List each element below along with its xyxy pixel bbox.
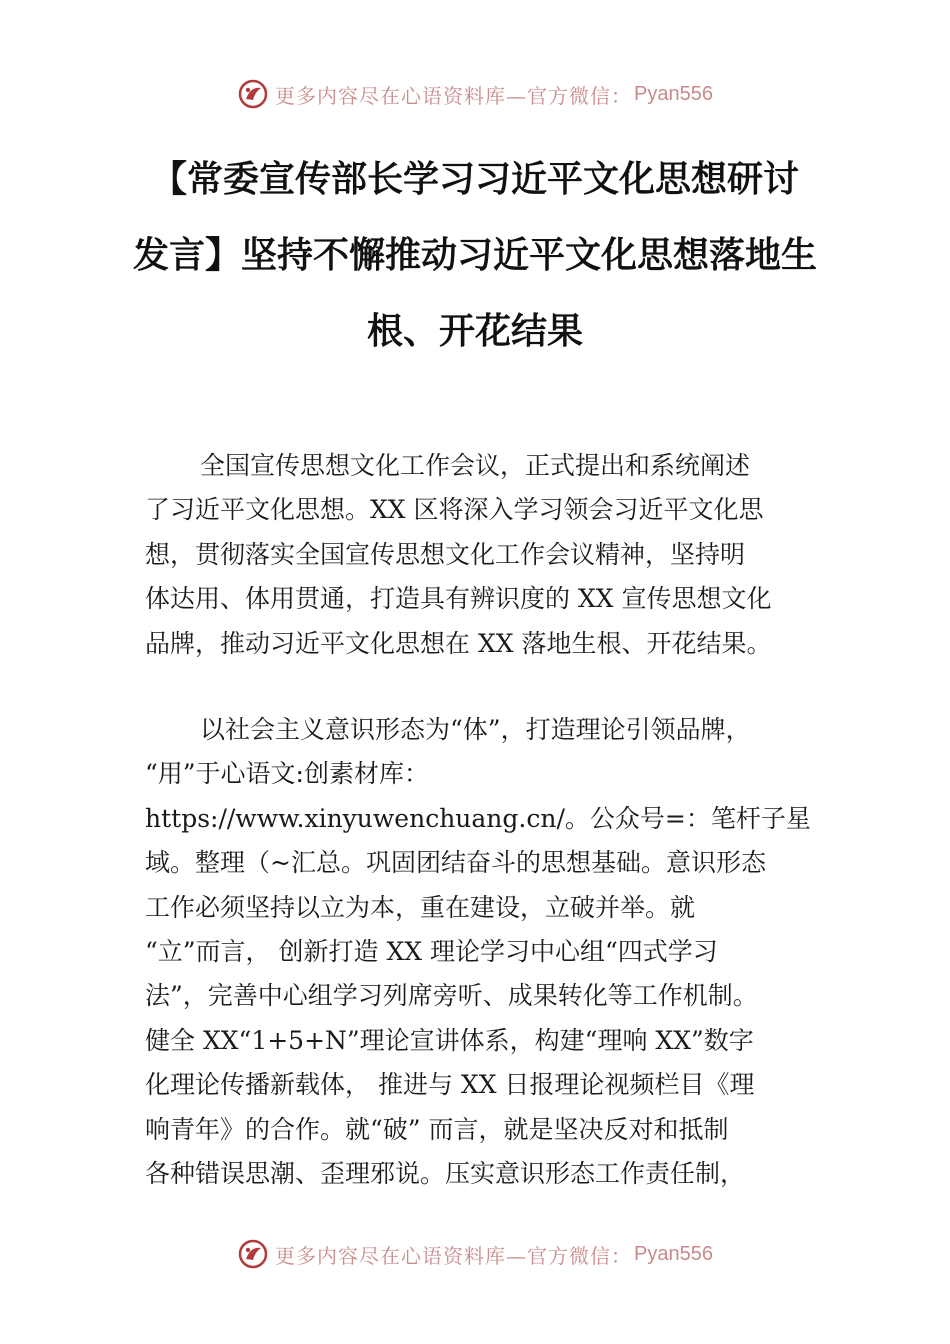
text-line: 化理论传播新载体， 推进与 XX 日报理论视频栏目《理	[145, 1070, 755, 1100]
logo-icon	[237, 78, 269, 110]
text-line: “立”而言， 创新打造 XX 理论学习中心组“四式学习	[145, 937, 718, 967]
header-watermark-banner	[0, 74, 950, 114]
paragraph-1	[145, 444, 820, 666]
logo-icon	[237, 1238, 269, 1270]
title-line: 发言】坚持不懈推动习近平文化思想落地生	[132, 235, 817, 276]
title-line: 根、开花结果	[366, 311, 583, 352]
footer-watermark-banner	[0, 1234, 950, 1274]
banner-text: 更多内容尽在心语资料库—官方微信：	[275, 1243, 633, 1268]
text-line: 各种错误思潮、歪理邪说。压实意识形态工作责任制，	[145, 1159, 746, 1189]
text-line: 域。整理（~汇总。巩固团结奋斗的思想基础。意识形态	[145, 848, 766, 878]
document-title	[120, 142, 830, 370]
text-line: 体达用、体用贯通，打造具有辨识度的 XX 宣传思想文化	[145, 584, 772, 614]
text-line: 响青年》的合作。就“破” 而言，就是坚决反对和抵制	[145, 1114, 729, 1144]
wechat-id: Pyan556	[634, 1242, 713, 1265]
text-line: 健全 XX“1+5+N”理论宣讲体系，构建“理响 XX”数字	[145, 1025, 754, 1055]
banner-text: 更多内容尽在心语资料库—官方微信：	[275, 83, 633, 108]
text-line: 品牌，推动习近平文化思想在 XX 落地生根、开花结果。	[145, 628, 772, 658]
url-line: https://www.xinyuwenchuang.cn/。公众号=：笔杆子星	[145, 803, 811, 833]
text-line: “用”于心语文:创素材库：	[145, 759, 429, 789]
paragraph-2	[145, 708, 820, 1196]
text-line: 全国宣传思想文化工作会议，正式提出和系统阐述	[200, 451, 751, 480]
text-line: 以社会主义意识形态为“体”，打造理论引领品牌，	[200, 715, 751, 744]
title-line: 【常委宣传部长学习习近平文化思想研讨	[150, 159, 799, 200]
wechat-id: Pyan556	[634, 82, 713, 105]
text-line: 法”，完善中心组学习列席旁听、成果转化等工作机制。	[145, 981, 758, 1011]
text-line: 了习近平文化思想。XX 区将深入学习领会习近平文化思	[145, 495, 764, 525]
text-line: 工作必须坚持以立为本，重在建设，立破并举。就	[145, 892, 696, 922]
text-line: 想，贯彻落实全国宣传思想文化工作会议精神，坚持明	[145, 539, 746, 569]
